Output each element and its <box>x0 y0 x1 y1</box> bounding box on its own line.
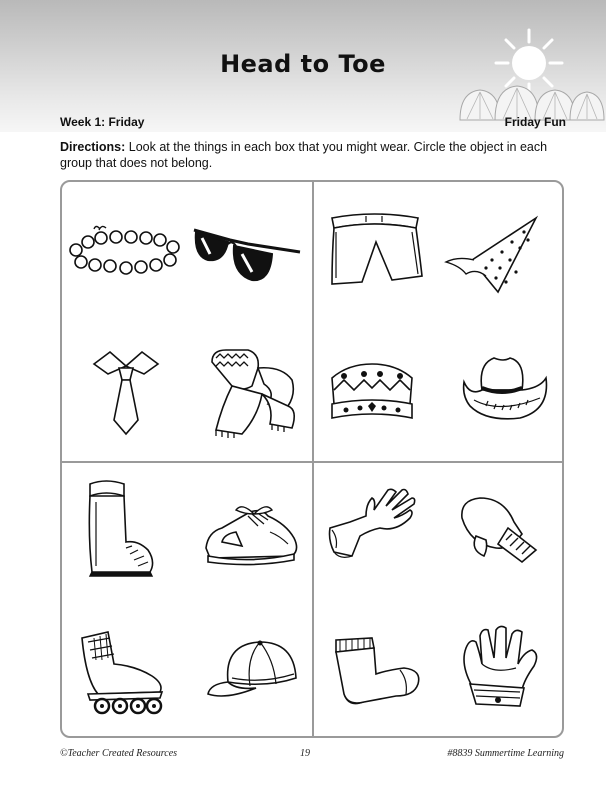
grid-divider-vertical <box>312 182 314 736</box>
footer-copyright: ©Teacher Created Resources <box>60 748 178 759</box>
directions <box>60 139 560 171</box>
rubber-glove-icon[interactable] <box>326 488 422 564</box>
activity-grid <box>60 180 564 738</box>
necktie-icon[interactable] <box>90 348 162 438</box>
sunglasses-icon[interactable] <box>190 222 306 288</box>
party-hat-icon[interactable] <box>440 212 544 296</box>
baseball-cap-icon[interactable] <box>206 638 300 704</box>
roller-skate-icon[interactable] <box>74 630 170 716</box>
cowboy-hat-icon[interactable] <box>460 352 552 428</box>
pearl-necklace-icon[interactable] <box>64 220 186 278</box>
boot-icon[interactable] <box>82 478 160 578</box>
crown-icon[interactable] <box>326 360 418 426</box>
page-title: Head to Toe <box>220 50 386 78</box>
baseball-glove-icon[interactable] <box>458 624 542 710</box>
mitten-icon[interactable] <box>456 494 542 564</box>
grid-divider-horizontal <box>62 461 562 463</box>
footer-page-number: 19 <box>300 748 310 759</box>
scarf-icon[interactable] <box>202 346 302 438</box>
directions-text: Look at the things in each box that you might wear. Circle the object in each group that does not belong. <box>60 140 548 170</box>
sock-icon[interactable] <box>326 634 424 716</box>
directions-label: Directions: <box>60 140 126 154</box>
shorts-icon[interactable] <box>326 208 426 288</box>
section-label: Friday Fun <box>504 115 566 129</box>
footer-book-title: #8839 Summertime Learning <box>447 748 564 759</box>
sneaker-icon[interactable] <box>202 502 302 568</box>
week-label: Week 1: Friday <box>60 115 145 129</box>
